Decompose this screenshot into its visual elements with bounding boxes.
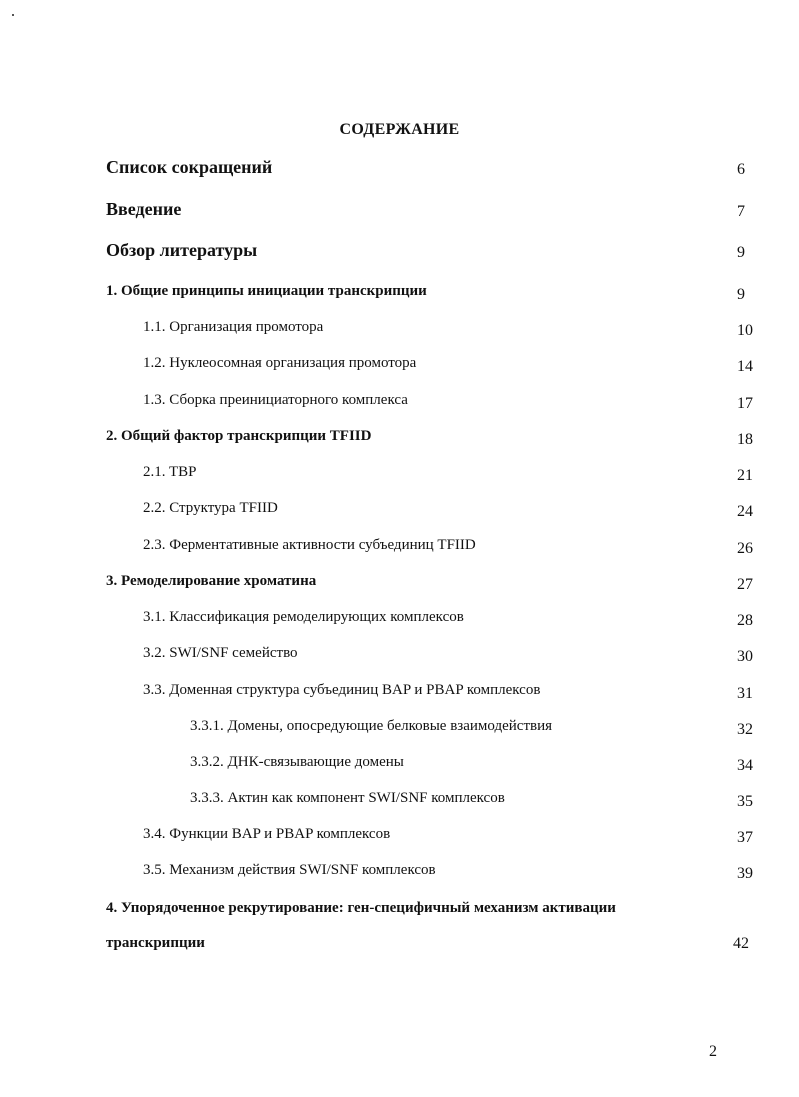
- toc-page-number: 24: [737, 503, 753, 520]
- toc-label: 1.1. Организация промотора: [143, 319, 324, 335]
- toc-entry-section-3-4[interactable]: [0, 826, 799, 850]
- toc-entry-section-2-2[interactable]: [0, 500, 799, 524]
- toc-entry-section-2[interactable]: [0, 428, 799, 452]
- toc-page-number: 18: [737, 431, 753, 448]
- toc-entry-section-2-3[interactable]: [0, 537, 799, 561]
- scan-speck: [12, 14, 14, 16]
- toc-label: 2.1. TBP: [143, 464, 197, 480]
- toc-entry-abbreviations[interactable]: [0, 157, 799, 181]
- toc-page-number: 30: [737, 648, 753, 665]
- toc-entry-section-3[interactable]: [0, 573, 799, 597]
- toc-entry-section-3-3-3[interactable]: [0, 790, 799, 814]
- toc-page-number: 32: [737, 721, 753, 738]
- toc-page-number: 9: [737, 286, 745, 303]
- toc-label: Введение: [106, 199, 182, 219]
- toc-page-number: 35: [737, 793, 753, 810]
- toc-label: Обзор литературы: [106, 240, 258, 260]
- toc-label: 1. Общие принципы инициации транскрипции: [106, 283, 427, 299]
- toc-page-number: 37: [737, 829, 753, 846]
- toc-label: 3.3.2. ДНК-связывающие домены: [190, 754, 404, 770]
- page-title: СОДЕРЖАНИЕ: [339, 121, 460, 138]
- toc-entry-introduction[interactable]: [0, 199, 799, 223]
- toc-label: 3.3. Доменная структура субъединиц BAP и PBAP комплексов: [143, 682, 541, 698]
- toc-label: 2.3. Ферментативные активности субъединиц TFIID: [143, 537, 476, 553]
- toc-label: 3. Ремоделирование хроматина: [106, 573, 317, 589]
- toc-page-number: 42: [733, 935, 749, 952]
- toc-page-number: 31: [737, 685, 753, 702]
- toc-page-number: 21: [737, 467, 753, 484]
- toc-entry-section-1-2[interactable]: [0, 355, 799, 379]
- toc-entry-section-1-3[interactable]: [0, 392, 799, 416]
- toc-entry-section-3-1[interactable]: [0, 609, 799, 633]
- toc-entry-section-4[interactable]: [0, 900, 799, 924]
- toc-entry-section-2-1[interactable]: [0, 464, 799, 488]
- toc-entry-section-1-1[interactable]: [0, 319, 799, 343]
- toc-entry-section-3-3-1[interactable]: [0, 718, 799, 742]
- toc-entry-section-1[interactable]: [0, 283, 799, 307]
- page-number: 2: [709, 1043, 717, 1060]
- toc-label: Список сокращений: [106, 157, 273, 177]
- toc-page-number: 28: [737, 612, 753, 629]
- toc-label: 3.4. Функции BAP и PBAP комплексов: [143, 826, 391, 842]
- toc-entry-section-4-continued[interactable]: [0, 935, 799, 959]
- toc-entry-section-3-3-2[interactable]: [0, 754, 799, 778]
- toc-page-number: 26: [737, 540, 753, 557]
- toc-page-number: 7: [737, 203, 745, 220]
- toc-label: 3.5. Механизм действия SWI/SNF комплексов: [143, 862, 436, 878]
- toc-label: 1.3. Сборка преинициаторного комплекса: [143, 392, 408, 408]
- toc-label: 2.2. Структура TFIID: [143, 500, 278, 516]
- toc-page-number: 9: [737, 244, 745, 261]
- toc-page-number: 6: [737, 161, 745, 178]
- toc-label: 2. Общий фактор транскрипции TFIID: [106, 428, 372, 444]
- toc-page-number: 27: [737, 576, 753, 593]
- toc-label: 4. Упорядоченное рекрутирование: ген-специфичный механизм активации: [106, 900, 616, 916]
- toc-page-number: 10: [737, 322, 753, 339]
- toc-page-number: 17: [737, 395, 753, 412]
- toc-entry-literature-review[interactable]: [0, 240, 799, 264]
- toc-label: 1.2. Нуклеосомная организация промотора: [143, 355, 417, 371]
- toc-label: 3.1. Классификация ремоделирующих комплексов: [143, 609, 464, 625]
- toc-entry-section-3-5[interactable]: [0, 862, 799, 886]
- toc-label: 3.2. SWI/SNF семейство: [143, 645, 298, 661]
- toc-page-number: 39: [737, 865, 753, 882]
- toc-page-number: 14: [737, 358, 753, 375]
- toc-label: 3.3.3. Актин как компонент SWI/SNF комплексов: [190, 790, 505, 806]
- toc-label: 3.3.1. Домены, опосредующие белковые взаимодействия: [190, 718, 553, 734]
- toc-entry-section-3-3[interactable]: [0, 682, 799, 706]
- toc-page-number: 34: [737, 757, 753, 774]
- toc-label: транскрипции: [106, 935, 205, 951]
- toc-entry-section-3-2[interactable]: [0, 645, 799, 669]
